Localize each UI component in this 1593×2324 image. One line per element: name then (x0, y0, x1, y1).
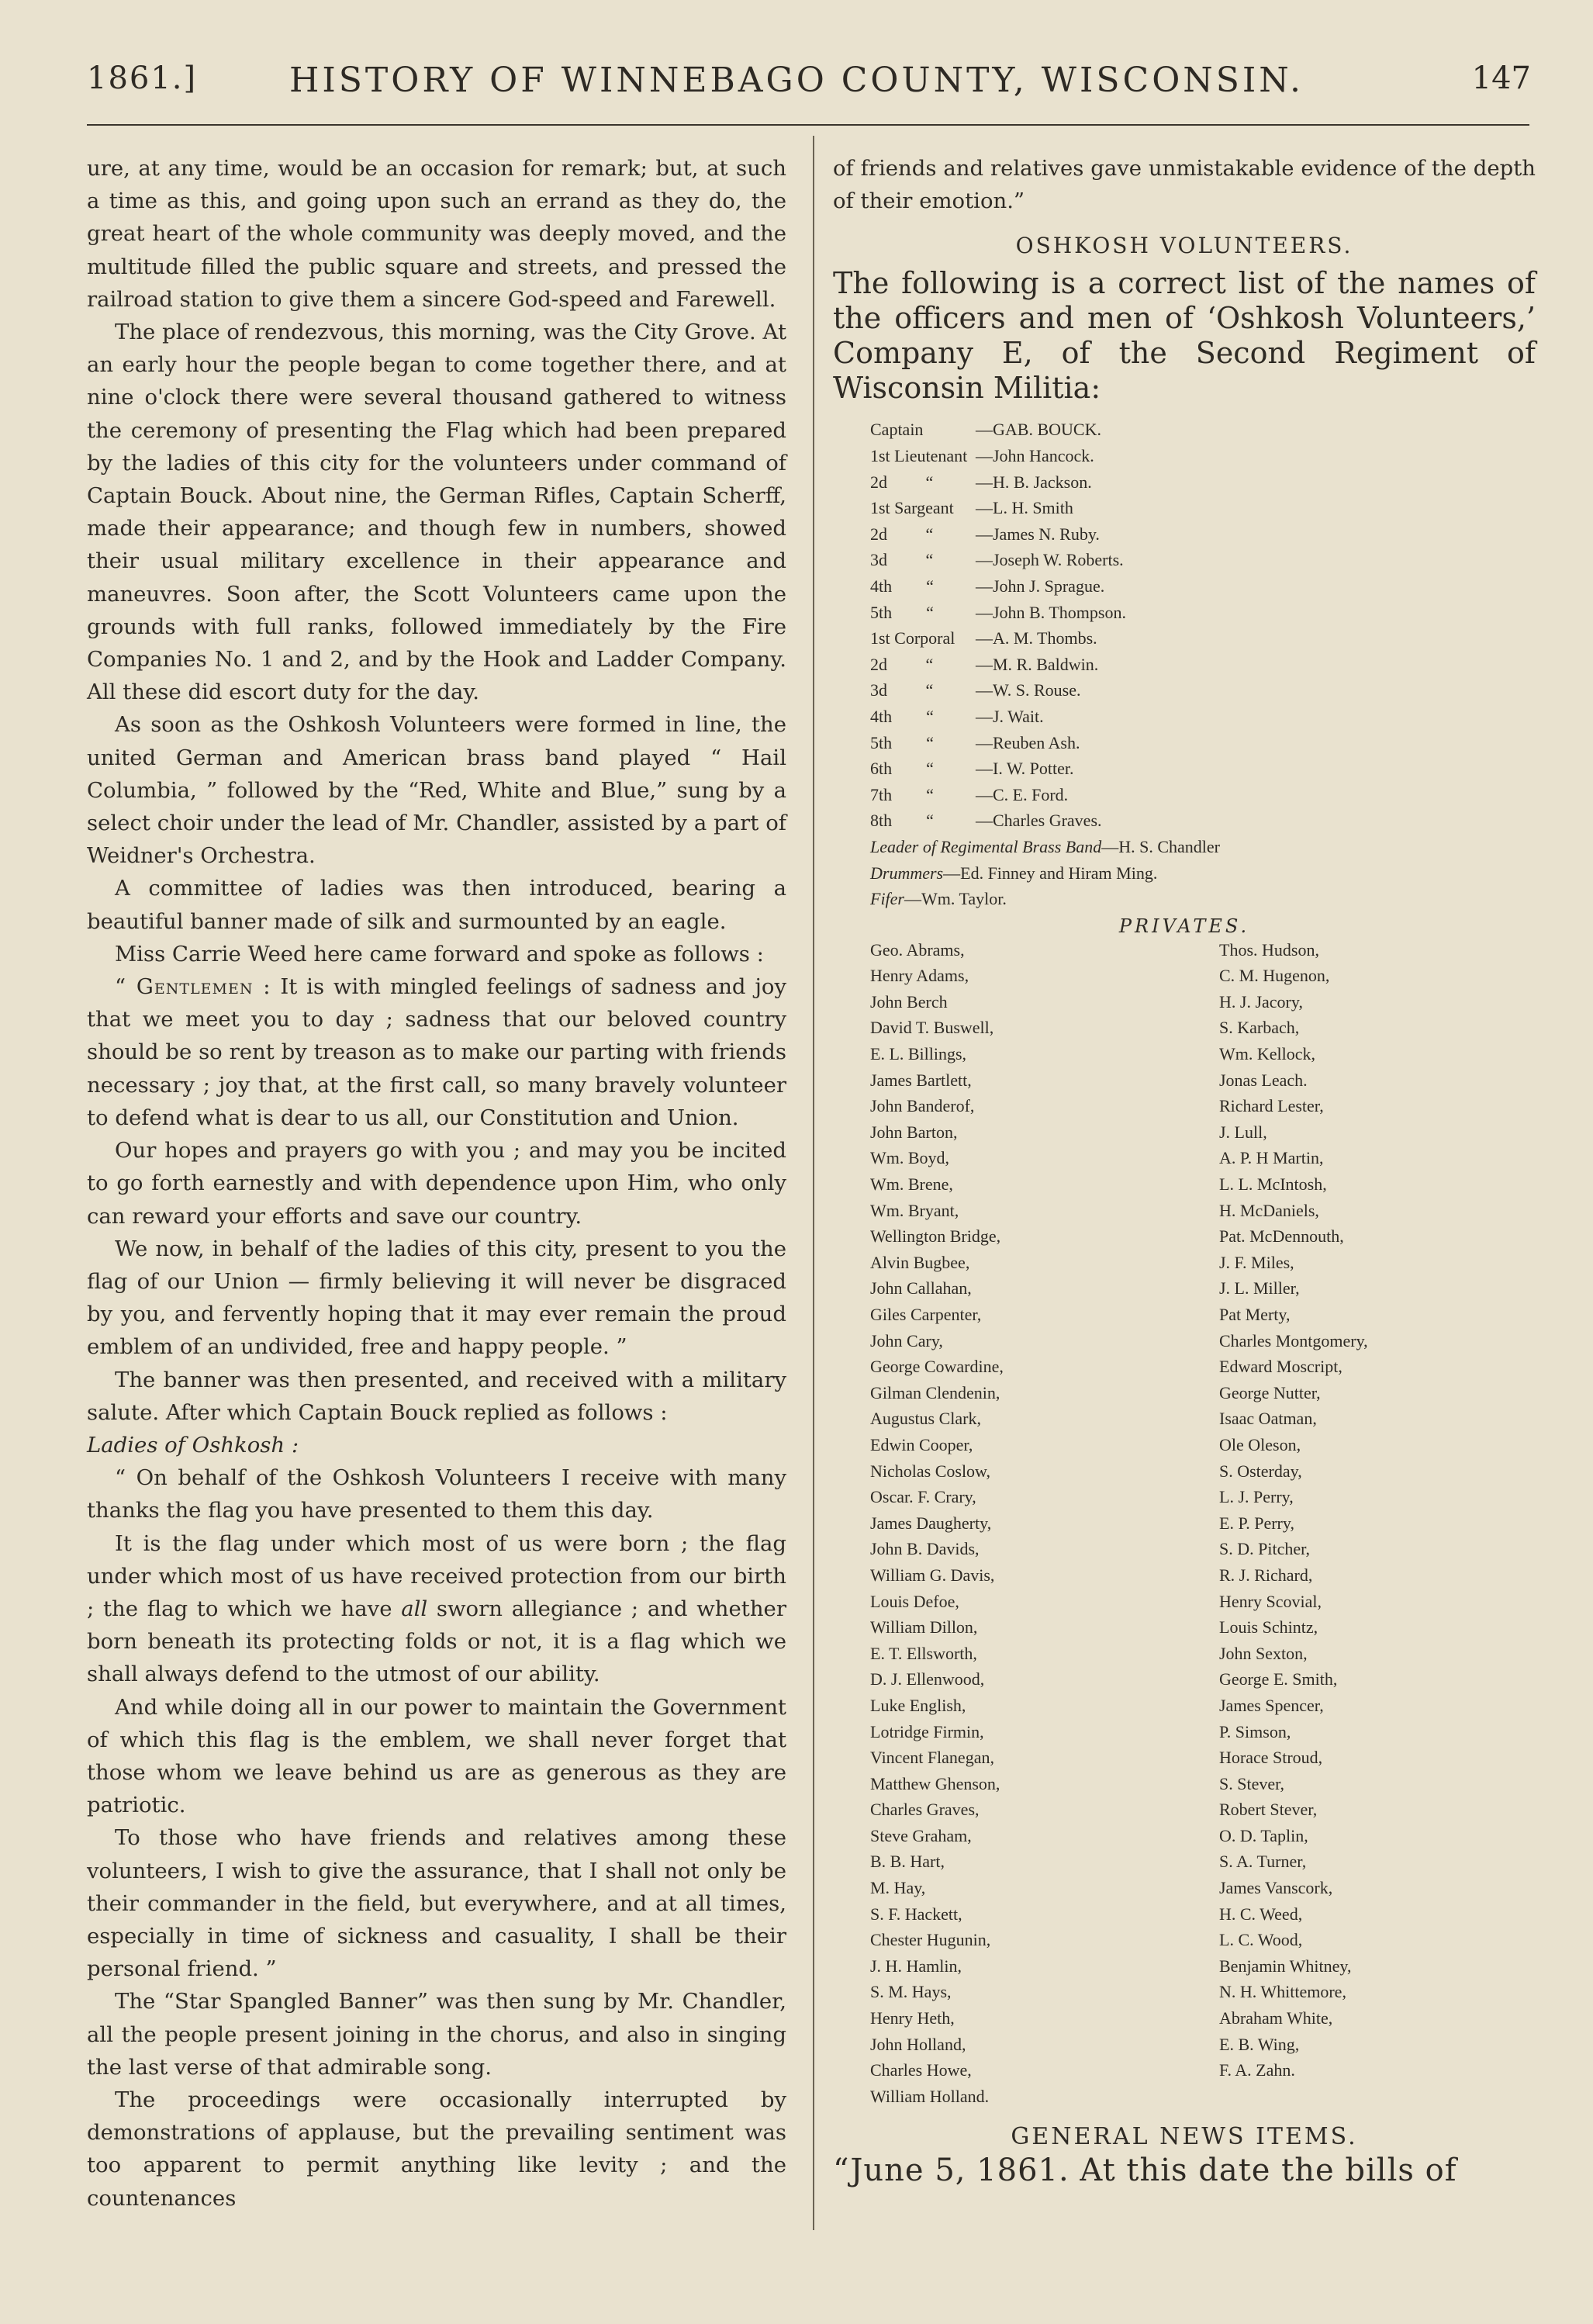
paragraph: Miss Carrie Weed here came forward and spoke as follows : (115, 941, 764, 967)
private-name: Ole Oleson, (1219, 1434, 1301, 1454)
private-name: Chester Hugunin, (870, 1930, 991, 1950)
private-name: Matthew Ghenson, (870, 1773, 1000, 1793)
salutation: “ Gentlemen : (115, 974, 271, 1000)
private-name: H. J. Jacory, (1219, 991, 1303, 1012)
private-name: Oscar. F. Crary, (870, 1487, 976, 1507)
private-name: Geo. Abrams, (870, 939, 965, 960)
header-title: HISTORY OF WINNEBAGO COUNTY, WISCONSIN. (289, 61, 1304, 100)
private-name: Abraham White, (1219, 2008, 1333, 2028)
paragraph-text: It is with mingled feelings of sadness and joy that we meet you to day ; sadness that our beloved country should be so rent by treason as to make our parting with friends necessary ; joy that, at the first call, so many bravely volunteer to defend what is dear to us all, our Constitution and Union. (87, 974, 786, 1130)
private-name: Pat Merty, (1219, 1305, 1291, 1324)
band-leader-label: Leader of Regimental Brass Band (870, 836, 1102, 856)
header-year: 1861.] (87, 61, 198, 96)
officer-row (870, 782, 1536, 808)
private-name: John Cary, (870, 1330, 943, 1350)
officer-row (870, 730, 1536, 756)
private-name: Henry Heth, (870, 2008, 955, 2028)
paragraph: As soon as the Oshkosh Volunteers were formed in line, the united German and American brass band played “ Hail Columbia, ” followed by the “Red, White and Blue,” sung by a select choir under the lead of Mr. Chandler, assisted by a part of Weidner's Orchestra. (87, 712, 786, 869)
private-name: James Daugherty, (870, 1513, 992, 1533)
private-name: B. B. Hart, (870, 1852, 945, 1872)
private-name: Robert Stever, (1219, 1800, 1318, 1820)
private-name: Pat. McDennouth, (1219, 1226, 1344, 1247)
page-number: 147 (1471, 61, 1531, 96)
private-name: H. McDaniels, (1219, 1200, 1319, 1220)
paragraph: The “Star Spangled Banner” was then sung by Mr. Chandler, all the people present joining in the chorus, and also in singing the last verse of that admirable song. (87, 1989, 786, 2080)
fifer-label: Fifer (870, 889, 904, 909)
officer-name: —H. B. Jackson. (976, 472, 1092, 492)
private-name: Horace Stroud, (1219, 1748, 1323, 1768)
private-name: M. Hay, (870, 1878, 926, 1898)
officer-name: —I. W. Potter. (976, 759, 1074, 779)
private-name: John Banderof, (870, 1096, 975, 1116)
paragraph: The place of rendezvous, this morning, was the City Grove. At an early hour the people began to come together there, and at nine o'clock there were several thousand gathered to witness the ceremony of presenting the Flag which had been prepared by the ladies of this city for the volunteers under command of Captain Bouck. About nine, the German Rifles, Captain Scherff, made their appearance; and though few in numbers, showed their usual military excellence in their appearance and maneuvres. Soon after, the Scott Volunteers came upon the grounds with full ranks, followed immediately by the Fire Companies No. 1 and 2, and by the Hook and Ladder Company. All these did escort duty for the day. (87, 320, 786, 705)
private-name: Nicholas Coslow, (870, 1461, 991, 1481)
officer-name: —A. M. Thombs. (976, 628, 1097, 648)
private-name: L. L. McIntosh, (1219, 1174, 1327, 1195)
private-name: John B. Davids, (870, 1539, 980, 1559)
private-name: Louis Schintz, (1219, 1617, 1318, 1638)
private-name: Giles Carpenter, (870, 1305, 982, 1324)
fifer (833, 886, 1536, 912)
private-name: John Holland, (870, 2034, 966, 2054)
news-text: “June 5, 1861. At this date the bills of (833, 2153, 1457, 2189)
private-name: Jonas Leach. (1219, 1070, 1308, 1090)
privates-column-2 (1219, 937, 1514, 2110)
officer-rank: 8th “ (870, 811, 934, 831)
officer-name: —J. Wait. (976, 706, 1044, 726)
private-name: Edward Moscript, (1219, 1357, 1342, 1377)
officer-name: —John J. Sprague. (976, 576, 1105, 596)
private-name: William Holland. (870, 2086, 990, 2106)
officers-list (833, 417, 1536, 834)
private-name: P. Simson, (1219, 1721, 1291, 1741)
private-name: S. M. Hays, (870, 1982, 952, 2002)
private-name: L. C. Wood, (1219, 1930, 1303, 1950)
salutation-ladies: Ladies of Oshkosh : (87, 1432, 299, 1458)
private-name: Henry Scovial, (1219, 1591, 1322, 1611)
officer-row (870, 443, 1536, 469)
private-name: S. Karbach, (1219, 1018, 1300, 1038)
paragraph (87, 970, 786, 1134)
private-name: N. H. Whittemore, (1219, 1982, 1346, 2002)
fifer-name: —Wm. Taylor. (904, 889, 1007, 909)
officer-rank: 5th “ (870, 732, 934, 752)
officer-rank: 7th “ (870, 784, 934, 804)
private-name: J. H. Hamlin, (870, 1956, 962, 1976)
private-name: Charles Howe, (870, 2060, 972, 2080)
left-column (87, 152, 786, 2215)
officer-rank: 5th “ (870, 602, 934, 622)
header-rule (87, 124, 1529, 126)
private-name: James Vanscork, (1219, 1878, 1333, 1898)
private-name: Gilman Clendenin, (870, 1382, 1000, 1402)
private-name: J. L. Miller, (1219, 1278, 1300, 1299)
private-name: Wm. Brene, (870, 1174, 953, 1195)
officer-rank: 2d “ (870, 472, 934, 492)
officer-rank: 3d “ (870, 550, 934, 570)
private-name: Wellington Bridge, (870, 1226, 1001, 1247)
private-name: D. J. Ellenwood, (870, 1669, 985, 1689)
officer-rank: 6th “ (870, 759, 934, 779)
paragraph: “ On behalf of the Oshkosh Volunteers I receive with many thanks the flag you have presented to them this day. (87, 1465, 786, 1523)
officer-name: —W. S. Rouse. (976, 680, 1081, 700)
private-name: C. M. Hugenon, (1219, 966, 1330, 986)
officer-row (870, 625, 1536, 652)
private-name: John Berch (870, 991, 948, 1012)
private-name: Wm. Kellock, (1219, 1044, 1316, 1064)
private-name: James Spencer, (1219, 1695, 1324, 1715)
private-name: William G. Davis, (870, 1565, 995, 1585)
band-leader-name: —H. S. Chandler (1101, 836, 1220, 856)
private-name: George E. Smith, (1219, 1669, 1338, 1689)
private-name: Edwin Cooper, (870, 1434, 973, 1454)
private-name: George Nutter, (1219, 1382, 1321, 1402)
paragraph: The banner was then presented, and received with a military salute. After which Captain Bouck replied as follows : (87, 1367, 786, 1425)
private-name: E. L. Billings, (870, 1044, 967, 1064)
paragraph: To those who have friends and relatives among these volunteers, I wish to give the assurance, that I shall not only be their commander in the field, but everywhere, and at all times, especially in time of sickness and casuality, I shall be their personal friend. ” (87, 1825, 786, 1982)
paragraph: The proceedings were occasionally interrupted by demonstrations of applause, but the prevailing sentiment was too apparent to permit anything like levity ; and the countenances (87, 2087, 786, 2211)
officer-row (870, 495, 1536, 521)
privates-column-1 (870, 937, 1219, 2110)
officer-name: —James N. Ruby. (976, 524, 1100, 544)
officer-name: —GAB. BOUCK. (976, 420, 1101, 440)
running-header (0, 61, 1593, 107)
private-name: Augustus Clark, (870, 1409, 981, 1429)
paragraph: And while doing all in our power to maintain the Government of which this flag is the emblem, we shall never forget that those whom we leave behind us are as generous as they are patriotic. (87, 1694, 786, 1818)
private-name: L. J. Perry, (1219, 1487, 1294, 1507)
privates-list (833, 937, 1536, 2110)
officer-rank: 4th “ (870, 576, 934, 596)
private-name: Thos. Hudson, (1219, 939, 1319, 960)
officer-row (870, 521, 1536, 548)
private-name: Richard Lester, (1219, 1096, 1324, 1116)
private-name: Henry Adams, (870, 966, 969, 986)
private-name: Alvin Bugbee, (870, 1252, 970, 1272)
quote-end: of friends and relatives gave unmistakable evidence of the depth of their emotion.” (833, 156, 1536, 214)
private-name: John Callahan, (870, 1278, 972, 1299)
officer-name: —Joseph W. Roberts. (976, 550, 1124, 570)
private-name: J. F. Miles, (1219, 1252, 1294, 1272)
officer-row (870, 469, 1536, 496)
officer-rank: 4th “ (870, 706, 934, 726)
private-name: James Bartlett, (870, 1070, 972, 1090)
officer-name: —John Hancock. (976, 446, 1094, 465)
private-name: H. C. Weed, (1219, 1904, 1303, 1924)
roster-intro: The following is a correct list of the names of the officers and men of ‘Oshkosh Volunteers,’ Company E, of the Second Regiment of Wisconsin Militia: (833, 266, 1536, 406)
private-name: Steve Graham, (870, 1825, 972, 1845)
private-name: George Cowardine, (870, 1357, 1004, 1377)
private-name: Charles Graves, (870, 1800, 980, 1820)
officer-name: —Reuben Ash. (976, 732, 1080, 752)
officer-name: —C. E. Ford. (976, 784, 1069, 804)
paragraph (87, 1527, 786, 1691)
officer-name: —Charles Graves. (976, 811, 1102, 831)
private-name: S. Osterday, (1219, 1461, 1302, 1481)
news-section-title: GENERAL NEWS ITEMS. (1011, 2123, 1358, 2151)
paragraph-text: sworn allegiance ; and whether born beneath its protecting folds or not, it is a flag which we shall always defend to the utmost of our ability. (87, 1596, 786, 1687)
officer-row (870, 704, 1536, 730)
private-name: Louis Defoe, (870, 1591, 959, 1611)
drummers-names: —Ed. Finney and Hiram Ming. (943, 863, 1158, 883)
officer-rank: 1st Corporal (870, 628, 955, 648)
private-name: Vincent Flanegan, (870, 1748, 994, 1768)
private-name: Wm. Boyd, (870, 1148, 950, 1168)
private-name: E. T. Ellsworth, (870, 1643, 977, 1663)
private-name: S. F. Hackett, (870, 1904, 962, 1924)
officer-rank: 1st Sargeant (870, 498, 954, 518)
band-leader (833, 834, 1536, 860)
private-name: Wm. Bryant, (870, 1200, 959, 1220)
emphasis: all (401, 1596, 428, 1621)
officer-row (870, 547, 1536, 573)
private-name: Charles Montgomery, (1219, 1330, 1368, 1350)
private-name: R. J. Richard, (1219, 1565, 1313, 1585)
officer-row (870, 573, 1536, 600)
officer-row (870, 417, 1536, 443)
private-name: S. D. Pitcher, (1219, 1539, 1311, 1559)
private-name: S. Stever, (1219, 1773, 1285, 1793)
private-name: William Dillon, (870, 1617, 978, 1638)
private-name: John Sexton, (1219, 1643, 1308, 1663)
private-name: Isaac Oatman, (1219, 1409, 1317, 1429)
section-title: OSHKOSH VOLUNTEERS. (1015, 233, 1353, 259)
paragraph-text: It is the flag under which most of us were born ; the flag under which most of us have received protection from our birth ; the flag to which we have (87, 1530, 786, 1621)
private-name: Luke English, (870, 1695, 966, 1715)
officer-name: —L. H. Smith (976, 498, 1073, 518)
private-name: J. Lull, (1219, 1122, 1267, 1142)
right-column (833, 152, 1536, 2191)
private-name: David T. Buswell, (870, 1018, 994, 1038)
column-divider (813, 136, 814, 2230)
paragraph: A committee of ladies was then introduced, bearing a beautiful banner made of silk and surmounted by an eagle. (87, 876, 786, 934)
private-name: E. P. Perry, (1219, 1513, 1294, 1533)
privates-title: PRIVATES. (1118, 915, 1250, 937)
private-name: F. A. Zahn. (1219, 2060, 1295, 2080)
paragraph: We now, in behalf of the ladies of this city, present to you the flag of our Union — firmly believing it will never be disgraced by you, and fervently hoping that it may ever remain the proud emblem of an undivided, free and happy people. ” (87, 1236, 786, 1360)
private-name: Lotridge Firmin, (870, 1721, 984, 1741)
paragraph: ure, at any time, would be an occasion for remark; but, at such a time as this, and going upon such an errand as they do, the great heart of the whole community was deeply moved, and the multitude filled the public square and streets, and pressed the railroad station to give them a sincere God-speed and Farewell. (87, 156, 786, 312)
private-name: A. P. H Martin, (1219, 1148, 1324, 1168)
officer-name: —M. R. Baldwin. (976, 654, 1099, 674)
officer-name: —John B. Thompson. (976, 602, 1126, 622)
drummers-label: Drummers (870, 863, 944, 883)
officer-row (870, 652, 1536, 678)
officer-rank: 2d “ (870, 654, 934, 674)
private-name: Benjamin Whitney, (1219, 1956, 1352, 1976)
officer-row (870, 808, 1536, 834)
officer-rank: 3d “ (870, 680, 934, 700)
paragraph: Our hopes and prayers go with you ; and may you be incited to go forth earnestly and with dependence upon Him, who only can reward your efforts and save our country. (87, 1138, 786, 1229)
private-name: John Barton, (870, 1122, 958, 1142)
officer-rank: 2d “ (870, 524, 934, 544)
officer-row (870, 756, 1536, 782)
officer-row (870, 600, 1536, 626)
private-name: S. A. Turner, (1219, 1852, 1307, 1872)
officer-rank: 1st Lieutenant (870, 446, 968, 465)
drummers (833, 860, 1536, 887)
officer-rank: Captain (870, 420, 924, 440)
private-name: O. D. Taplin, (1219, 1825, 1308, 1845)
private-name: E. B. Wing, (1219, 2034, 1300, 2054)
officer-row (870, 677, 1536, 704)
